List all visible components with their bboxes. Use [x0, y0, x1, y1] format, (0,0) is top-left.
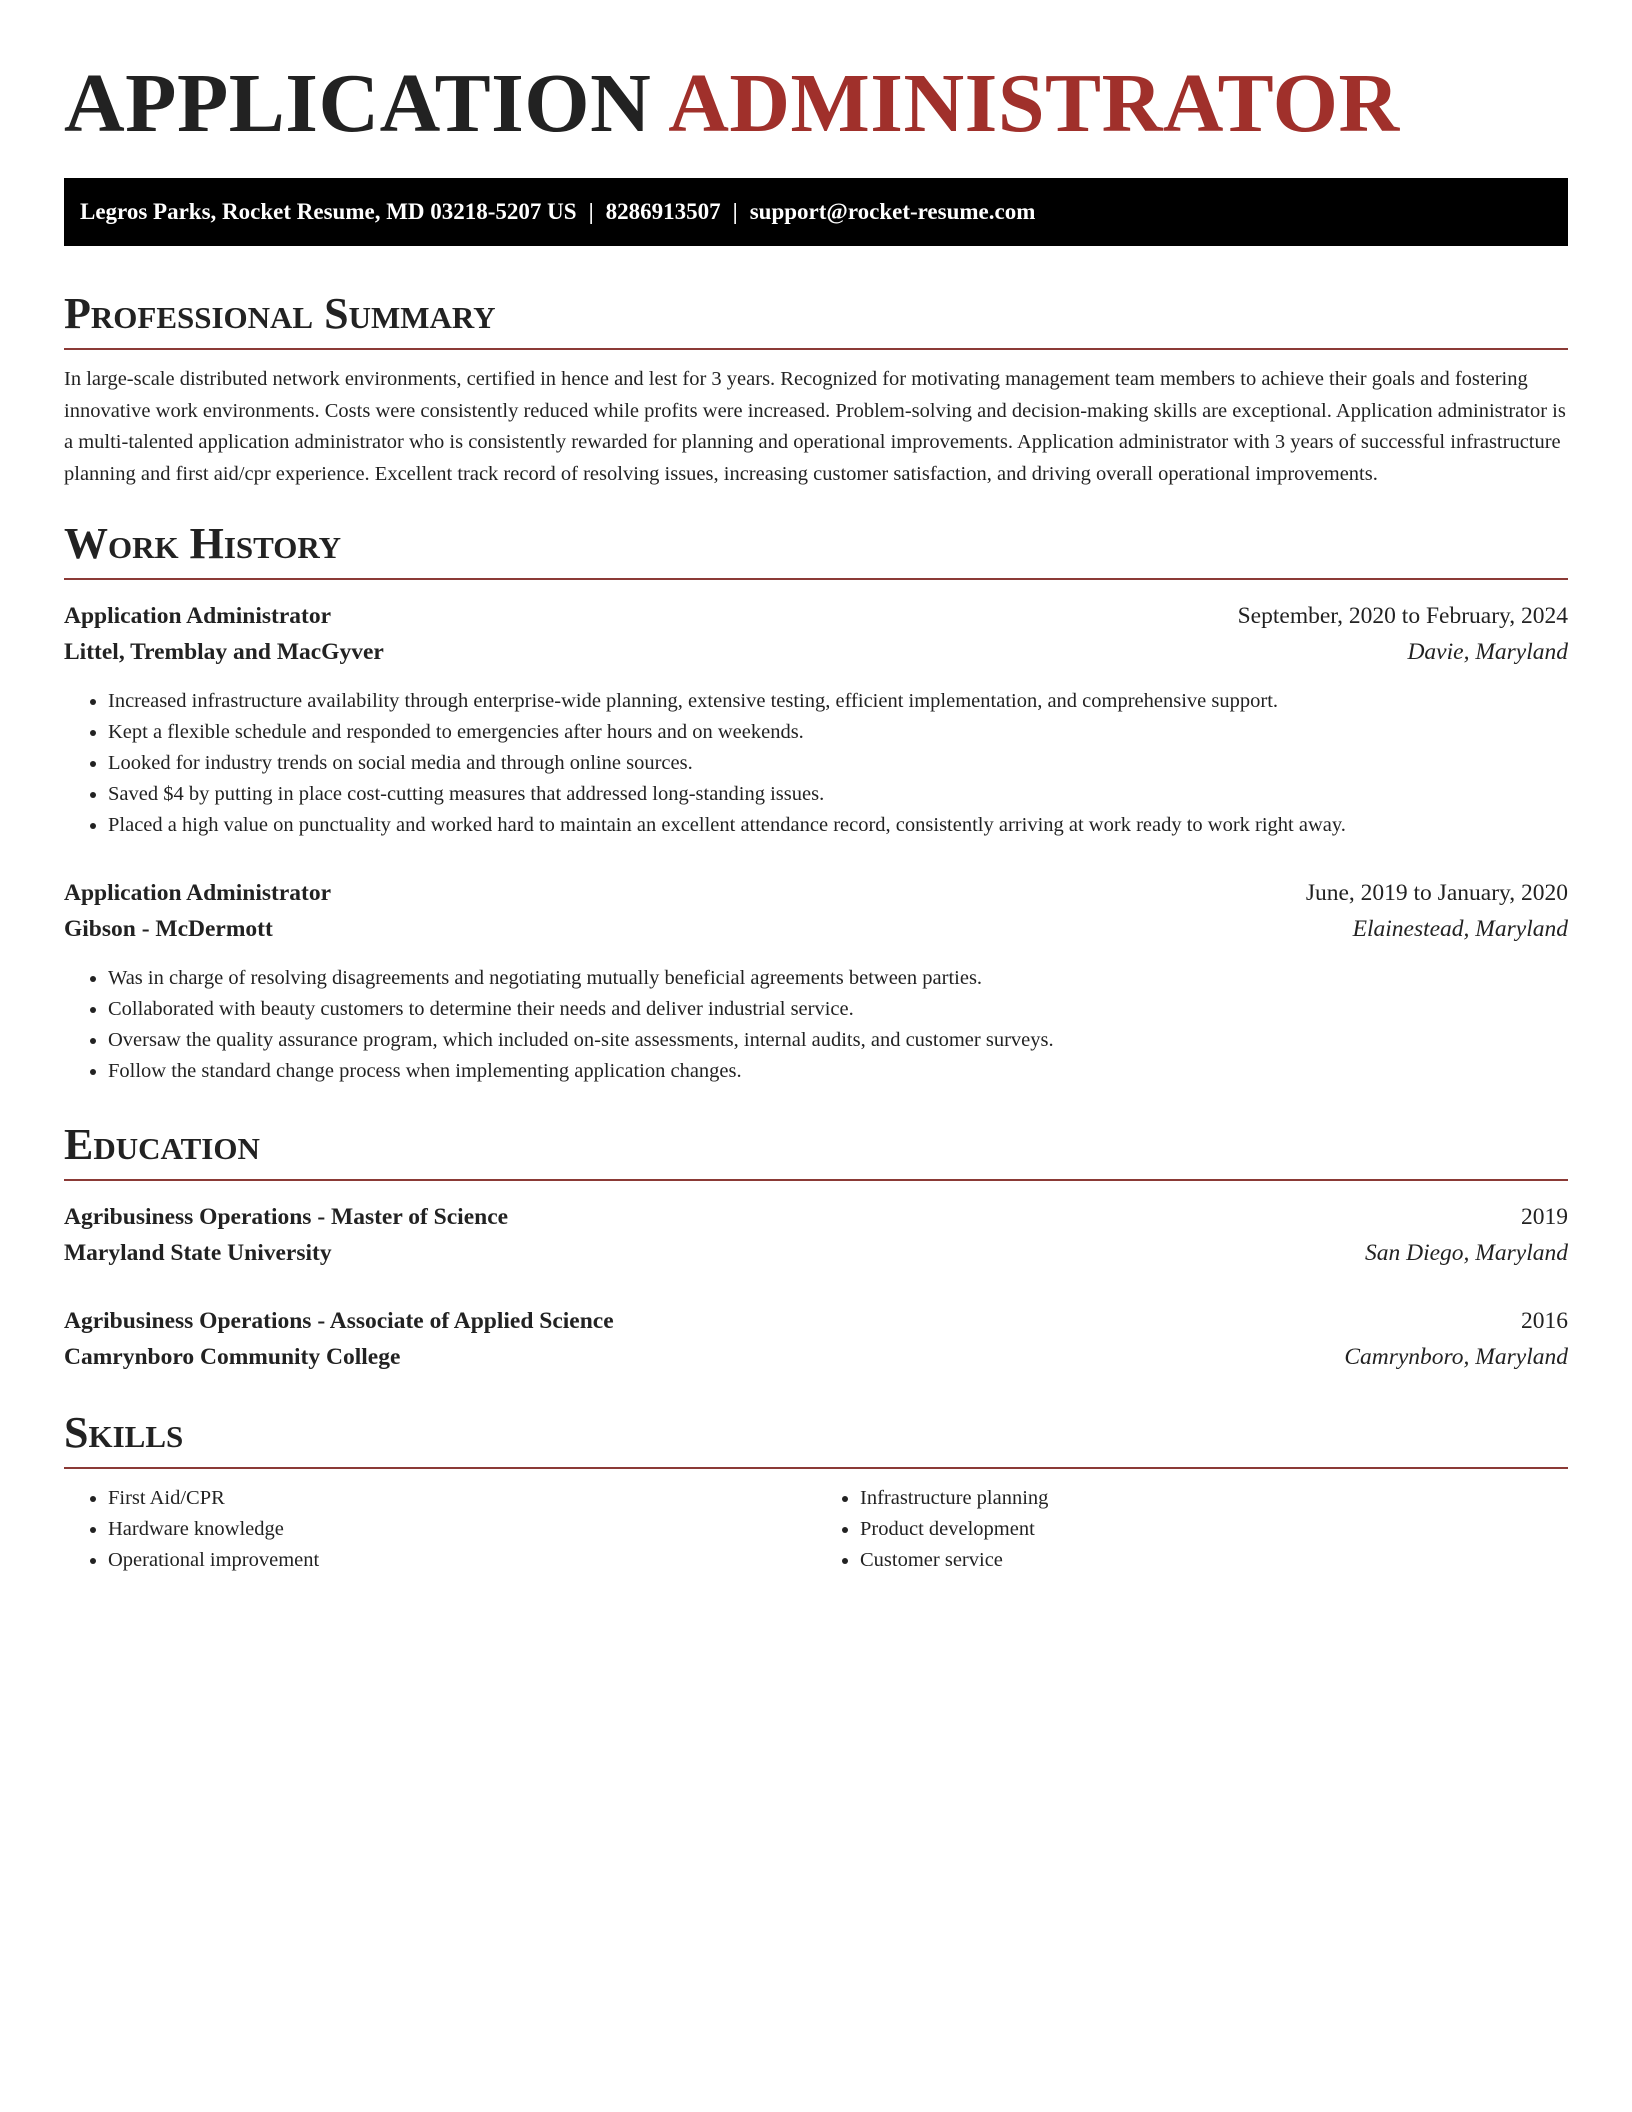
skills-grid	[64, 1483, 1568, 1576]
job-position: Application Administrator	[64, 880, 332, 906]
skills-column-left	[64, 1483, 816, 1576]
list-item: • Kept a flexible schedule and responded to emergencies after hours and on weekends.	[108, 717, 1568, 748]
job-dates: June, 2019 to January, 2020	[1305, 880, 1568, 906]
education-section	[64, 1117, 1568, 1375]
job-bullets	[64, 963, 1568, 1087]
job-location: Davie, Maryland	[1407, 639, 1568, 665]
job-company: Littel, Tremblay and MacGyver	[64, 639, 384, 665]
name-first: APPLICATION	[64, 57, 652, 150]
contact-address: Legros Parks, Rocket Resume, MD 03218-5207 US	[80, 199, 577, 224]
skill-item: • Product development	[860, 1514, 1568, 1545]
contact-phone: 8286913507	[605, 199, 721, 224]
education-location: San Diego, Maryland	[1365, 1240, 1568, 1266]
summary-section	[64, 286, 1568, 490]
skills-title: Skills	[64, 1408, 184, 1457]
job-dates: September, 2020 to February, 2024	[1237, 603, 1568, 629]
name-last: ADMINISTRATOR	[668, 57, 1400, 150]
job-entry	[64, 875, 1568, 1087]
education-year: 2016	[1521, 1308, 1568, 1334]
work-history-title: Work History	[64, 519, 342, 568]
summary-title: Professional Summary	[64, 289, 496, 338]
education-title: Education	[64, 1120, 260, 1169]
job-entry	[64, 598, 1568, 841]
education-location: Camrynboro, Maryland	[1344, 1344, 1568, 1370]
job-company: Gibson - McDermott	[64, 916, 273, 942]
contact-separator: |	[732, 199, 738, 224]
contact-separator: |	[588, 199, 594, 224]
list-item: • Was in charge of resolving disagreements and negotiating mutually beneficial agreements between parties.	[108, 963, 1568, 994]
skills-section	[64, 1405, 1568, 1576]
section-divider	[64, 1179, 1568, 1181]
summary-text: In large-scale distributed network environments, certified in hence and lest for 3 years. Recognized for motivating management team members to achieve their goals and fostering innovative work environments. Costs were consistently reduced while profits were increased. Problem-solving and decision-making skills are exceptional. Application administrator is a multi-talented application administrator who is consistently rewarded for planning and operational improvements. Application administrator with 3 years of successful infrastructure planning and first aid/cpr experience. Excellent track record of resolving issues, increasing customer satisfaction, and driving overall operational improvements.	[64, 368, 1566, 485]
education-degree: Agribusiness Operations - Associate of Applied Science	[64, 1308, 614, 1334]
education-year: 2019	[1521, 1204, 1568, 1230]
section-divider	[64, 348, 1568, 350]
section-divider	[64, 1467, 1568, 1469]
skill-item: • First Aid/CPR	[108, 1483, 816, 1514]
list-item: • Oversaw the quality assurance program, which included on-site assessments, internal audits, and customer surveys.	[108, 1025, 1568, 1056]
skills-column-right	[816, 1483, 1568, 1576]
skill-item: • Operational improvement	[108, 1545, 816, 1576]
job-location: Elainestead, Maryland	[1352, 916, 1568, 942]
list-item: • Saved $4 by putting in place cost-cutting measures that addressed long-standing issues.	[108, 779, 1568, 810]
list-item: • Placed a high value on punctuality and worked hard to maintain an excellent attendance record, consistently arriving at work ready to work right away.	[108, 810, 1568, 841]
section-divider	[64, 578, 1568, 580]
list-item: • Looked for industry trends on social media and through online sources.	[108, 748, 1568, 779]
list-item: • Follow the standard change process when implementing application changes.	[108, 1056, 1568, 1087]
job-position: Application Administrator	[64, 603, 332, 629]
contact-email: support@rocket-resume.com	[749, 199, 1036, 224]
job-bullets	[64, 686, 1568, 841]
skill-item: • Infrastructure planning	[860, 1483, 1568, 1514]
list-item: • Increased infrastructure availability through enterprise-wide planning, extensive testing, efficient implementation, and comprehensive support.	[108, 686, 1568, 717]
list-item: • Collaborated with beauty customers to determine their needs and deliver industrial service.	[108, 994, 1568, 1025]
education-entry	[64, 1199, 1568, 1271]
education-school: Camrynboro Community College	[64, 1344, 401, 1370]
education-entry	[64, 1303, 1568, 1375]
education-degree: Agribusiness Operations - Master of Science	[64, 1204, 509, 1230]
resume-name	[64, 0, 1568, 152]
skill-item: • Customer service	[860, 1545, 1568, 1576]
skill-item: • Hardware knowledge	[108, 1514, 816, 1545]
education-school: Maryland State University	[64, 1240, 332, 1266]
contact-bar	[64, 178, 1568, 246]
work-history-section	[64, 516, 1568, 1087]
